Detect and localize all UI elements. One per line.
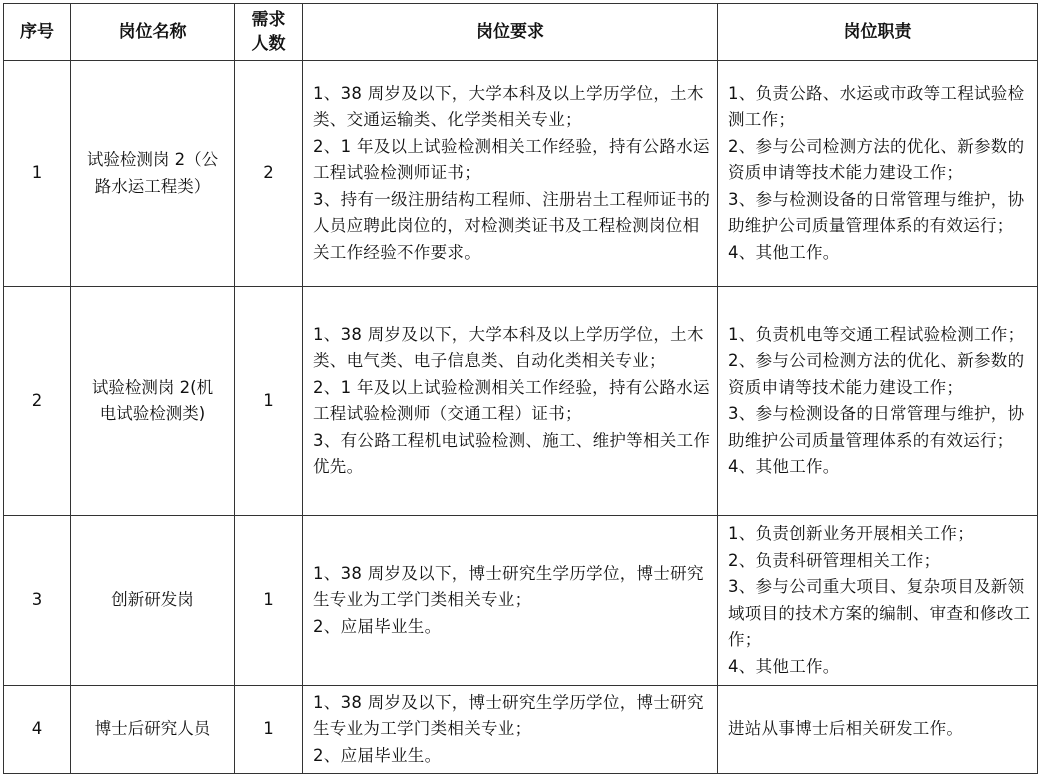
duty-item: 1、负责公路、水运或市政等工程试验检测工作； [728,83,1025,130]
header-count [235,4,303,61]
table-header-row [4,4,1038,61]
duty-item: 2、参与公司检测方法的优化、新参数的资质申请等技术能力建设工作； [728,351,1025,397]
duty-item: 4、其他工作。 [728,656,840,676]
row-duties [718,686,1038,774]
table-row [4,287,1038,516]
requirement-item: 2、1 年及以上试验检测相关工作经验，持有公路水运工程试验检测师（交通工程）证书； [313,377,710,423]
requirement-item: 1、38 周岁及以下，博士研究生学历学位，博士研究生专业为工学门类相关专业； [313,563,704,610]
row-position-name: 博士后研究人员 [71,686,235,774]
row-duties [718,61,1038,287]
duty-item: 进站从事博士后相关研发工作。 [728,719,964,739]
header-duties: 岗位职责 [718,4,1038,61]
header-name: 岗位名称 [71,4,235,61]
row-count: 1 [235,516,303,686]
table-row [4,686,1038,774]
header-count-label: 需求人数 [251,10,286,54]
duty-item: 2、负责科研管理相关工作； [728,550,941,570]
requirement-item: 1、38 周岁及以下，博士研究生学历学位，博士研究生专业为工学门类相关专业； [313,692,704,739]
row-position-name: 创新研发岗 [71,516,235,686]
header-requirements: 岗位要求 [303,4,718,61]
row-seq: 2 [4,287,71,516]
row-position-name: 试验检测岗 2(机电试验检测类) [71,287,235,516]
duty-item: 3、参与检测设备的日常管理与维护，协助维护公司质量管理体系的有效运行； [728,189,1025,236]
row-count: 1 [235,686,303,774]
duty-item: 2、参与公司检测方法的优化、新参数的资质申请等技术能力建设工作； [728,136,1025,183]
row-seq: 1 [4,61,71,287]
header-seq: 序号 [4,4,71,61]
row-requirements [303,287,718,516]
requirement-item: 2、1 年及以上试验检测相关工作经验，持有公路水运工程试验检测师证书； [313,136,710,183]
duty-item: 4、其他工作。 [728,457,840,476]
requirement-item: 2、应届毕业生。 [313,616,442,636]
row-requirements [303,516,718,686]
requirement-item: 3、持有一级注册结构工程师、注册岩土工程师证书的人员应聘此岗位的，对检测类证书及工程检测岗位相关工作经验不作要求。 [313,189,711,262]
row-count: 1 [235,287,303,516]
table-row [4,61,1038,287]
job-positions-table [3,3,1038,774]
requirement-item: 3、有公路工程机电试验检测、施工、维护等相关工作优先。 [313,430,711,476]
row-requirements [303,61,718,287]
duty-item: 1、负责机电等交通工程试验检测工作； [728,324,1025,344]
row-duties [718,516,1038,686]
duty-item: 3、参与公司重大项目、复杂项目及新领域项目的技术方案的编制、审查和修改工作； [728,577,1031,649]
row-count: 2 [235,61,303,287]
row-requirements [303,686,718,774]
requirement-item: 1、38 周岁及以下，大学本科及以上学历学位，土木类、交通运输类、化学类相关专业； [313,83,704,130]
row-seq: 4 [4,686,71,774]
table-row [4,516,1038,686]
duty-item: 3、参与检测设备的日常管理与维护，协助维护公司质量管理体系的有效运行； [728,404,1025,450]
row-duties [718,287,1038,516]
requirement-item: 2、应届毕业生。 [313,745,442,765]
row-position-name: 试验检测岗 2（公路水运工程类） [71,61,235,287]
duty-item: 4、其他工作。 [728,242,840,262]
duty-item: 1、负责创新业务开展相关工作； [728,524,974,543]
row-seq: 3 [4,516,71,686]
requirement-item: 1、38 周岁及以下，大学本科及以上学历学位，土木类、电气类、电子信息类、自动化类相关专业； [313,324,704,370]
